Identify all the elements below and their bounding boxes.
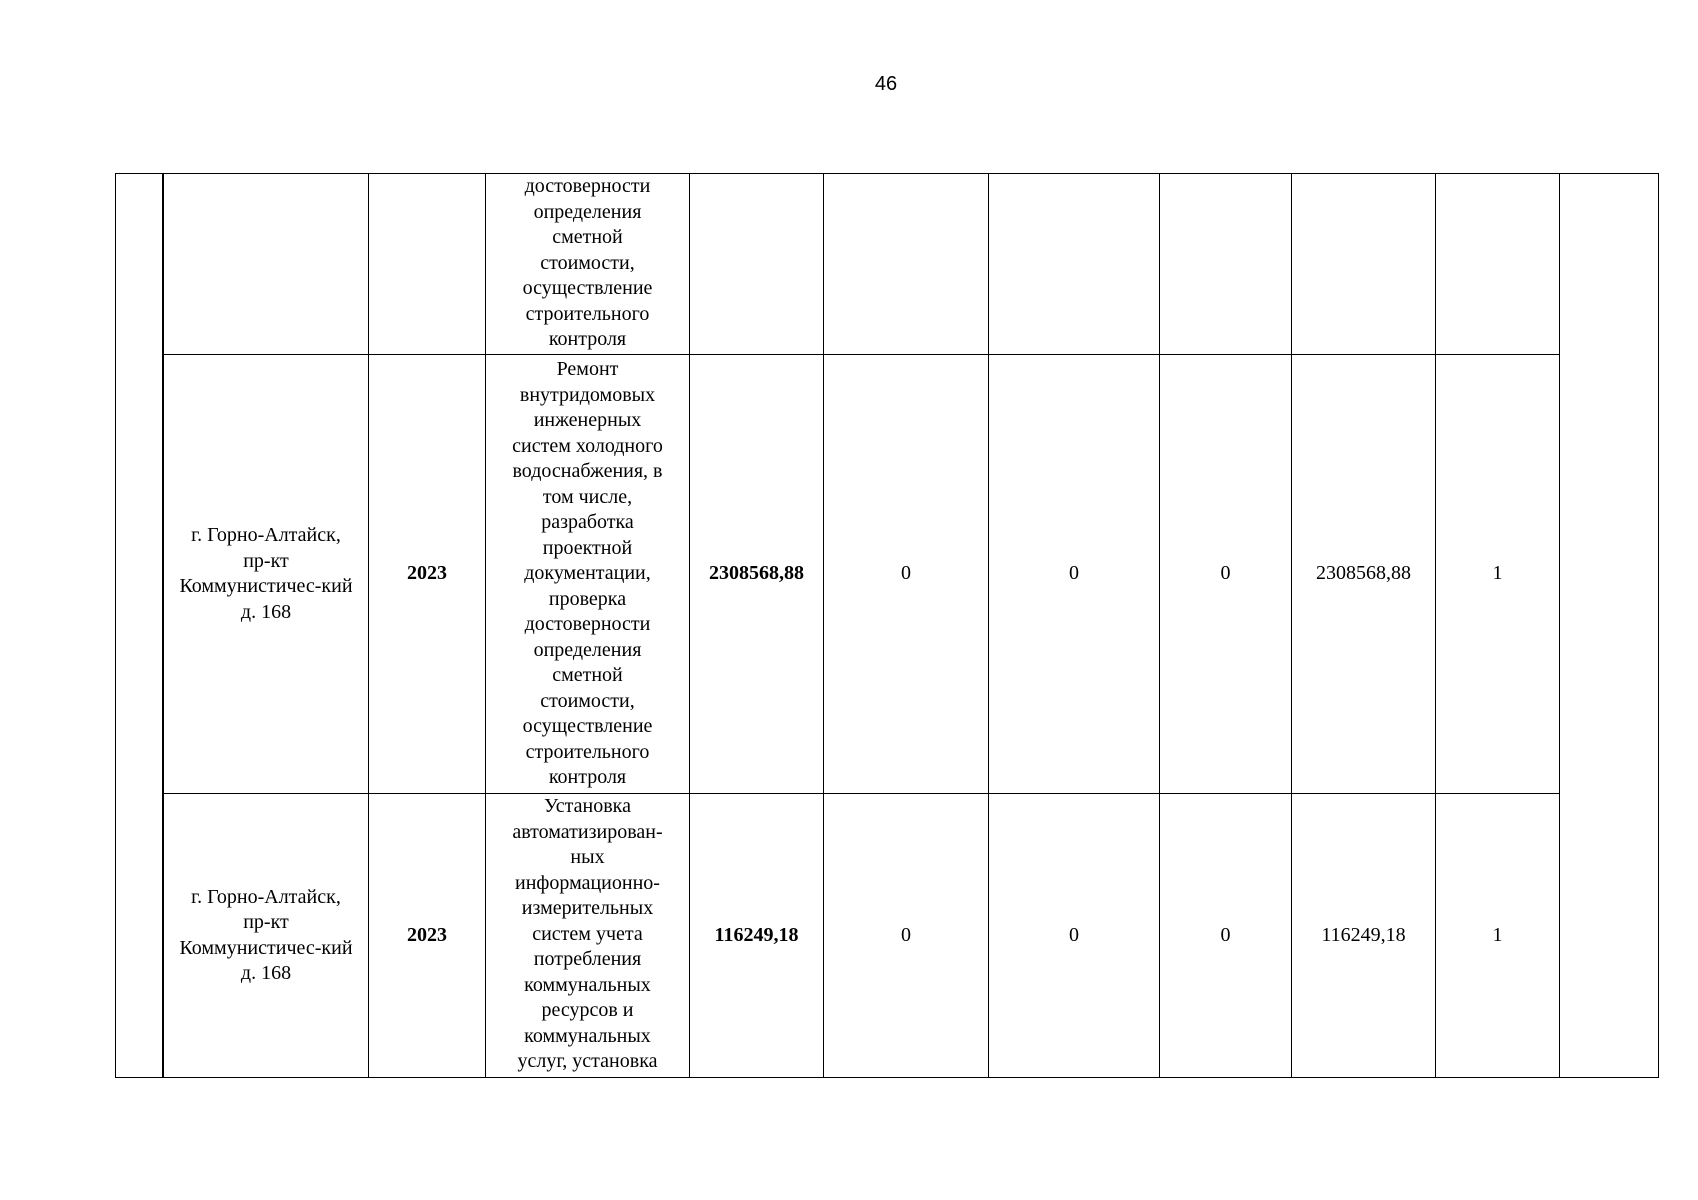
row3-col9-cell xyxy=(1435,793,1559,1077)
row2-col5-cell xyxy=(823,354,988,793)
row2-description-cell xyxy=(485,354,689,793)
row3-year: 2023 xyxy=(407,923,447,946)
row2-year-cell xyxy=(368,354,485,793)
row1-col6-cell xyxy=(988,173,1159,354)
row2-col7-cell xyxy=(1159,354,1291,793)
row3-address-cell xyxy=(163,793,368,1077)
row2-col7: 0 xyxy=(1220,562,1231,585)
row3-col5-cell xyxy=(823,793,988,1077)
row1-col8-cell xyxy=(1291,173,1435,354)
row2-col5: 0 xyxy=(901,562,911,585)
row1-description-cell xyxy=(485,173,689,354)
row2-col6-cell xyxy=(988,354,1159,793)
row3-total-cell xyxy=(689,793,823,1077)
row3-col7: 0 xyxy=(1220,923,1231,946)
row3-col9: 1 xyxy=(1492,923,1503,946)
row1-col9-cell xyxy=(1435,173,1559,354)
row2-col8: 2308568,88 xyxy=(1316,562,1411,585)
row3-col6-cell xyxy=(988,793,1159,1077)
row2-address: г. Горно-Алтайск, пр-кт Коммунистичес-кий д. 168 xyxy=(179,524,353,623)
row3-description: Установка автоматизирован- ных информационно- измерительных систем учета потребления коммунальных ресурсов и коммунальных услуг, установка xyxy=(512,795,663,1072)
row3-description-cell xyxy=(485,793,689,1077)
first-column-divider xyxy=(162,173,163,1078)
row3-year-cell xyxy=(368,793,485,1077)
row2-col9: 1 xyxy=(1492,562,1503,585)
row2-address-cell xyxy=(163,354,368,793)
table-right-border xyxy=(1658,173,1659,1078)
table-left-border xyxy=(115,173,116,1078)
last-column-left-border xyxy=(1559,173,1560,1078)
row1-total-cell xyxy=(689,173,823,354)
page-number: 46 xyxy=(874,73,898,95)
row3-col5: 0 xyxy=(901,923,911,946)
table-bottom-border xyxy=(115,1077,1659,1078)
row1-col7-cell xyxy=(1159,173,1291,354)
row1-address-cell xyxy=(163,173,368,354)
row3-col8-cell xyxy=(1291,793,1435,1077)
row3-col8: 116249,18 xyxy=(1321,923,1406,946)
row2-description: Ремонт внутридомовых инженерных систем холодного водоснабжения, в том числе, разработка проектной документации, проверка достоверности определения сметной стоимости, осуществление строительного контроля xyxy=(512,358,663,789)
row3-col7-cell xyxy=(1159,793,1291,1077)
row1-col5-cell xyxy=(823,173,988,354)
row3-total: 116249,18 xyxy=(714,923,799,946)
row1-year-cell xyxy=(368,173,485,354)
row1-description: достоверности определения сметной стоимости, осуществление строительного контроля xyxy=(522,175,653,350)
row2-col6: 0 xyxy=(1069,562,1079,585)
table-top-border xyxy=(115,173,1659,174)
row2-col9-cell xyxy=(1435,354,1559,793)
row3-col6: 0 xyxy=(1069,923,1079,946)
row2-col8-cell xyxy=(1291,354,1435,793)
row2-total-cell xyxy=(689,354,823,793)
row3-address: г. Горно-Алтайск, пр-кт Коммунистичес-кий д. 168 xyxy=(179,885,353,984)
row2-total: 2308568,88 xyxy=(709,562,804,585)
row2-year: 2023 xyxy=(407,562,447,585)
